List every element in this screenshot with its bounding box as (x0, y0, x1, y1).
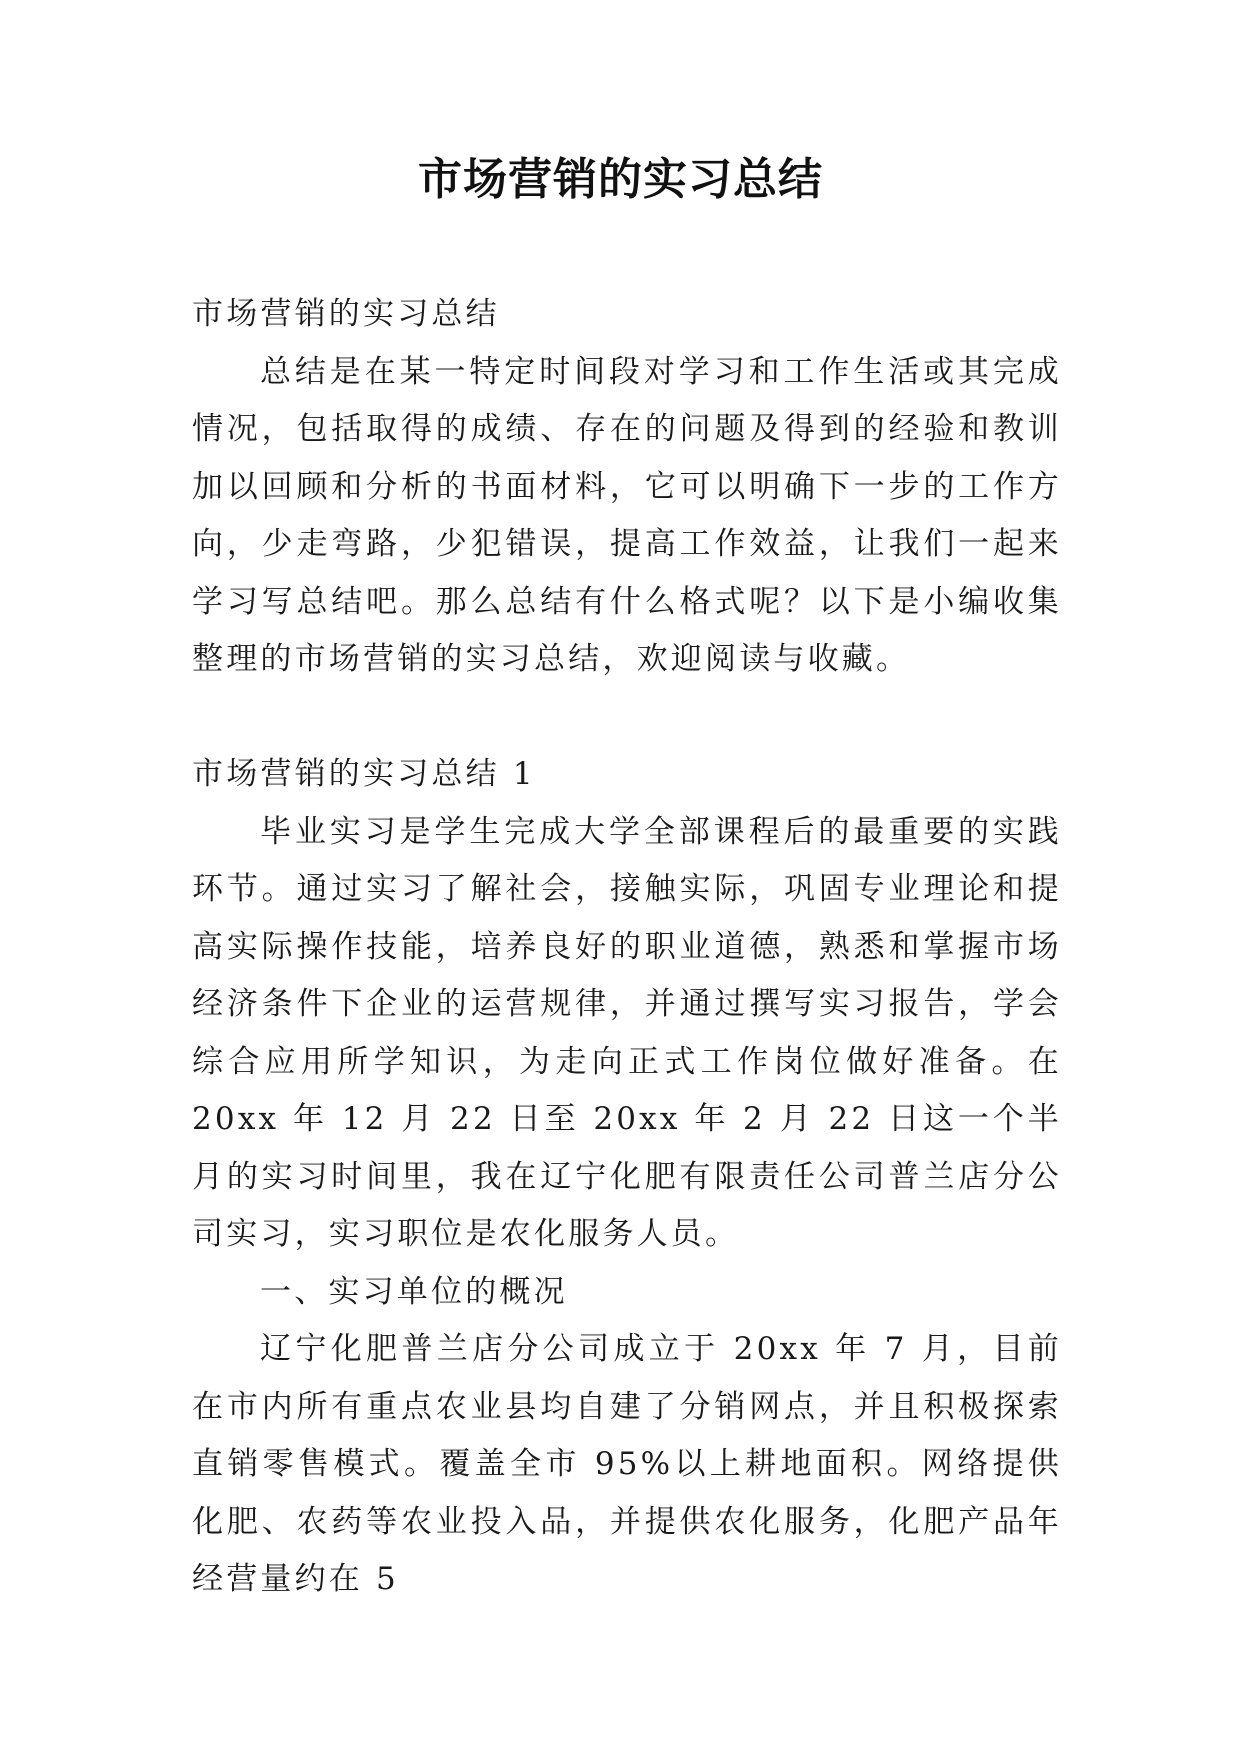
document-body (192, 286, 1062, 1609)
paragraph-spacer (192, 689, 1062, 747)
subheading-company-overview: 一、实习单位的概况 (260, 1273, 568, 1310)
intro-heading: 市场营销的实习总结 (192, 296, 500, 332)
company-overview-paragraph: 辽宁化肥普兰店分公司成立于 20xx 年 7 月，目前在市内所有重点农业县均自建了分销网点，并且积极探索直销零售模式。覆盖全市 95%以上耕地面积。网络提供化肥、农药等农业投入品，并提供农化服务，化肥产品年经营量约在 5 (192, 1331, 1062, 1597)
section-heading: 市场营销的实习总结 1 (192, 756, 536, 792)
intro-paragraph: 总结是在某一特定时间段对学习和工作生活或其完成情况，包括取得的成绩、存在的问题及得到的经验和教训加以回顾和分析的书面材料，它可以明确下一步的工作方向，少走弯路，少犯错误，提高工作效益，让我们一起来学习写总结吧。那么总结有什么格式呢？以下是小编收集整理的市场营销的实习总结，欢迎阅读与收藏。 (192, 353, 1062, 677)
section-paragraph: 毕业实习是学生完成大学全部课程后的最重要的实践环节。通过实习了解社会，接触实际，巩固专业理论和提高实际操作技能，培养良好的职业道德，熟悉和掌握市场经济条件下企业的运营规律，并通过撰写实习报告，学会综合应用所学知识，为走向正式工作岗位做好准备。在 20xx 年 12 月 22 日至 20xx 年 2 月 22 日这一个半月的实习时间里，我在辽宁化肥有限责任公司普兰店分公司实习，实习职位是农化服务人员。 (192, 813, 1062, 1252)
document-title: 市场营销的实习总结 (418, 154, 823, 205)
